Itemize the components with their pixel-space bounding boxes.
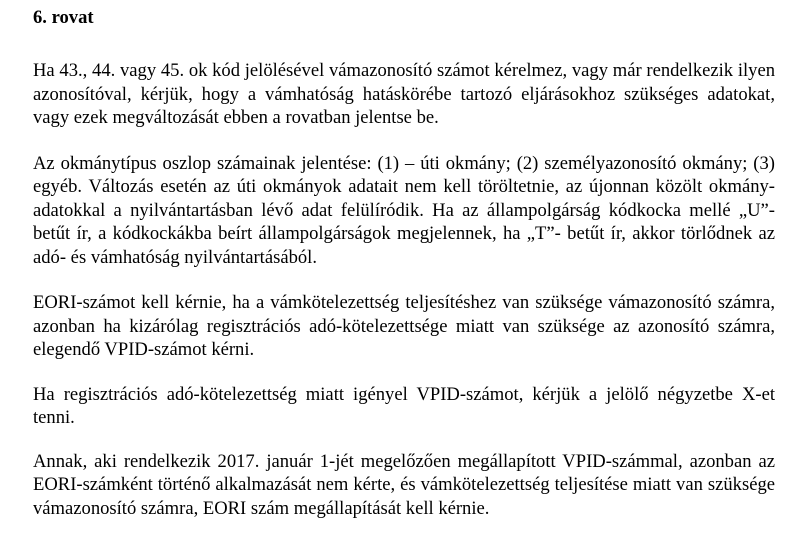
paragraph-okmanytipus: Az okmánytípus oszlop számainak jelentése: (1) – úti okmány; (2) személyazonosító okmány; (3) egyéb. Változás esetén az úti okmányok adatait nem kell töröltetnie, az újonnan közölt okmány-adatokkal a nyilvántartásban lévő adat felülíródik. Ha az állampolgárság kódkocka mellé „U”- betűt ír, a kódkockákba beírt állampolgárságok megjelennek, ha „T”- betűt ír, akkor törlődnek az adó- és vámhatóság nyilvántartásából. xyxy=(33,152,775,268)
paragraph-vam-azonosito: Ha 43., 44. vagy 45. ok kód jelölésével vámazonosító számot kérelmez, vagy már rendelkezik ilyen azonosítóval, kérjük, hogy a vámhatóság hatáskörébe tartozó eljárásokhoz szükséges adatokat, vagy ezek megváltozását ebben a rovatban jelentse be. xyxy=(33,60,775,128)
document-page xyxy=(33,6,775,520)
paragraph-eori-megallapitas: Annak, aki rendelkezik 2017. január 1-jét megelőzően megállapított VPID-számmal, azonban az EORI-számként történő alkalmazását nem kérte, és vámkötelezettség teljesítése miatt van szüksége vámazonosító számra, EORI szám megállapítását kell kérnie. xyxy=(33,450,775,519)
paragraph-eori-szam: EORI-számot kell kérnie, ha a vámkötelezettség teljesítéshez van szüksége vámazonosító számra, azonban ha kizárólag regisztrációs adó-kötelezettsége miatt van szüksége az azonosító számra, elegendő VPID-számot kérni. xyxy=(33,292,775,360)
section-heading: 6. rovat xyxy=(33,7,94,28)
paragraph-vpid-regisztracio: Ha regisztrációs adó-kötelezettség miatt igényel VPID-számot, kérjük a jelölő négyzetbe X-et tenni. xyxy=(33,383,775,428)
